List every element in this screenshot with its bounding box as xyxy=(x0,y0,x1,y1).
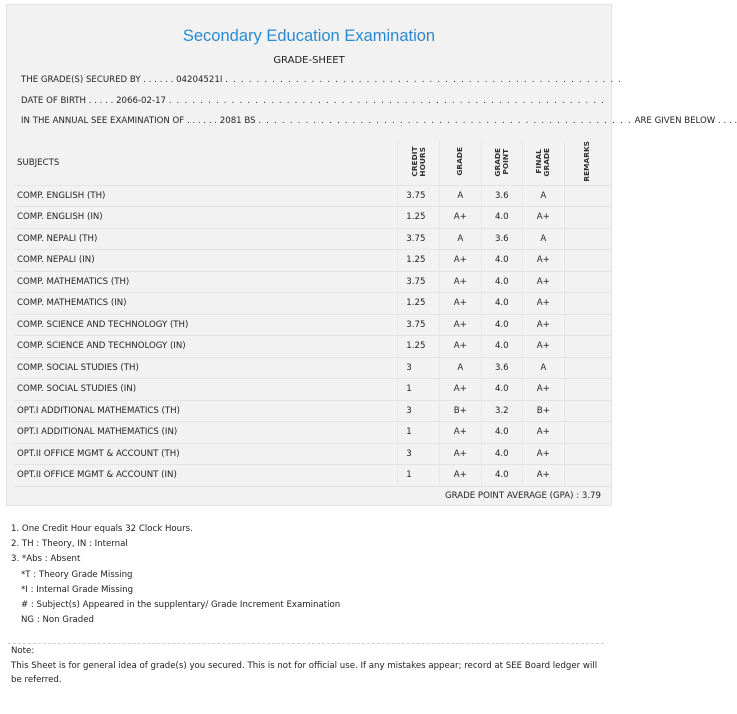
header-grade-point: GRADE POINT xyxy=(492,146,510,176)
page-title: Secondary Education Examination xyxy=(182,27,436,45)
final-grade-cell: A+ xyxy=(523,336,565,358)
final-grade-cell: A xyxy=(523,357,565,379)
grade-point-cell: 3.6 xyxy=(481,185,523,207)
grade-cell: A+ xyxy=(440,250,482,272)
grade-point-cell: 4.0 xyxy=(481,207,523,229)
table-row xyxy=(14,314,610,336)
grade-point-cell: 4.0 xyxy=(481,336,523,358)
remarks-cell xyxy=(564,293,610,315)
symbol-number: 04204521I xyxy=(176,75,223,85)
table-row xyxy=(14,228,610,250)
final-grade-cell: A+ xyxy=(523,422,565,444)
subject-cell: COMP. SOCIAL STUDIES (TH) xyxy=(14,357,398,379)
credit-hours-cell: 1.25 xyxy=(398,250,440,272)
grade-cell: A+ xyxy=(440,422,482,444)
credit-hours-cell: 3 xyxy=(398,443,440,465)
final-grade-cell: A xyxy=(523,185,565,207)
table-row xyxy=(14,185,610,207)
grade-cell: A+ xyxy=(440,314,482,336)
divider xyxy=(8,643,604,644)
remarks-cell xyxy=(564,400,610,422)
table-row xyxy=(14,271,610,293)
footer-note-label: Note: xyxy=(11,646,35,656)
final-grade-cell: B+ xyxy=(523,400,565,422)
exam-line xyxy=(21,116,737,126)
sub-note-item: *I : Internal Grade Missing xyxy=(21,584,134,595)
credit-hours-cell: 3 xyxy=(398,400,440,422)
final-grade-cell: A+ xyxy=(523,207,565,229)
final-grade-cell: A+ xyxy=(523,465,565,487)
subject-cell: COMP. MATHEMATICS (TH) xyxy=(14,271,398,293)
credit-hours-cell: 3 xyxy=(398,357,440,379)
remarks-cell xyxy=(564,314,610,336)
grade-point-cell: 4.0 xyxy=(481,379,523,401)
note-item: 3. *Abs : Absent xyxy=(11,554,81,565)
remarks-cell xyxy=(564,207,610,229)
remarks-cell xyxy=(564,465,610,487)
exam-label: IN THE ANNUAL SEE EXAMINATION OF . . . . . . xyxy=(21,116,218,126)
sub-note-item: *T : Theory Grade Missing xyxy=(21,569,133,580)
final-grade-cell: A+ xyxy=(523,379,565,401)
grade-point-cell: 4.0 xyxy=(481,271,523,293)
table-row xyxy=(14,422,610,444)
grade-cell: A+ xyxy=(440,443,482,465)
credit-hours-cell: 1.25 xyxy=(398,293,440,315)
remarks-cell xyxy=(564,357,610,379)
table-row xyxy=(14,336,610,358)
subject-cell: COMP. ENGLISH (IN) xyxy=(14,207,398,229)
secured-by-line xyxy=(21,75,622,85)
credit-hours-cell: 1 xyxy=(398,465,440,487)
table-row xyxy=(14,250,610,272)
remarks-cell xyxy=(564,443,610,465)
remarks-cell xyxy=(564,250,610,272)
grade-cell: B+ xyxy=(440,400,482,422)
credit-hours-cell: 1.25 xyxy=(398,207,440,229)
grade-point-cell: 4.0 xyxy=(481,465,523,487)
table-row xyxy=(14,293,610,315)
table-row xyxy=(14,357,610,379)
final-grade-cell: A xyxy=(523,228,565,250)
gpa-summary: GRADE POINT AVERAGE (GPA) : 3.79 xyxy=(444,491,601,501)
final-grade-cell: A+ xyxy=(523,443,565,465)
subject-cell: COMP. NEPALI (TH) xyxy=(14,228,398,250)
grade-point-cell: 4.0 xyxy=(481,293,523,315)
exam-dots: . . . . . . . . . . . . . . . . . . . . . . . . . . . . . . . . . . . . . . . . . . . . . . . . xyxy=(258,116,632,126)
credit-hours-cell: 3.75 xyxy=(398,314,440,336)
grade-cell: A+ xyxy=(440,465,482,487)
subject-cell: OPT.II OFFICE MGMT & ACCOUNT (IN) xyxy=(14,465,398,487)
grade-cell: A xyxy=(440,357,482,379)
final-grade-cell: A+ xyxy=(523,271,565,293)
final-grade-cell: A+ xyxy=(523,293,565,315)
notes-list xyxy=(11,522,340,628)
credit-hours-cell: 1 xyxy=(398,422,440,444)
grade-cell: A+ xyxy=(440,293,482,315)
grade-point-cell: 4.0 xyxy=(481,422,523,444)
subject-cell: COMP. SCIENCE AND TECHNOLOGY (IN) xyxy=(14,336,398,358)
grade-point-cell: 4.0 xyxy=(481,250,523,272)
exam-suffix: ARE GIVEN BELOW . . . . xyxy=(634,116,737,126)
credit-hours-cell: 3.75 xyxy=(398,185,440,207)
header-subjects: SUBJECTS xyxy=(14,141,398,185)
sub-note-item: NG : Non Graded xyxy=(21,615,94,626)
grade-point-cell: 3.6 xyxy=(481,228,523,250)
remarks-cell xyxy=(564,185,610,207)
table-row xyxy=(14,443,610,465)
dob-label: DATE OF BIRTH . . . . . xyxy=(21,96,114,106)
grade-cell: A+ xyxy=(440,336,482,358)
dob-value: 2066-02-17 xyxy=(116,96,167,106)
subject-cell: COMP. MATHEMATICS (IN) xyxy=(14,293,398,315)
table-row xyxy=(14,465,610,487)
subject-cell: COMP. ENGLISH (TH) xyxy=(14,185,398,207)
subject-cell: COMP. SOCIAL STUDIES (IN) xyxy=(14,379,398,401)
grade-cell: A xyxy=(440,185,482,207)
table-row xyxy=(14,207,610,229)
subject-cell: COMP. SCIENCE AND TECHNOLOGY (TH) xyxy=(14,314,398,336)
header-remarks: REMARKS xyxy=(582,141,592,182)
remarks-cell xyxy=(564,422,610,444)
subject-cell: OPT.I ADDITIONAL MATHEMATICS (IN) xyxy=(14,422,398,444)
footer-note-text: This Sheet is for general idea of grade(s) you secured. This is not for official use. If any mistakes appear; record at SEE Board ledger will be referred. xyxy=(11,661,598,685)
credit-hours-cell: 3.75 xyxy=(398,228,440,250)
table-row xyxy=(14,400,610,422)
grade-sheet xyxy=(6,4,737,506)
final-grade-cell: A+ xyxy=(523,314,565,336)
note-item: 2. TH : Theory, IN : Internal xyxy=(11,539,128,550)
exam-year: 2081 BS xyxy=(219,116,256,126)
grade-sheet-heading: GRADE-SHEET xyxy=(273,55,345,66)
header-final-grade: FINAL GRADE xyxy=(534,146,552,176)
grades-table xyxy=(14,141,610,487)
grade-cell: A+ xyxy=(440,379,482,401)
credit-hours-cell: 3.75 xyxy=(398,271,440,293)
remarks-cell xyxy=(564,228,610,250)
grade-point-cell: 4.0 xyxy=(481,314,523,336)
dob-line xyxy=(21,96,605,106)
header-credit-hours: CREDIT HOURS xyxy=(409,146,427,177)
grade-cell: A+ xyxy=(440,207,482,229)
secured-by-label: THE GRADE(S) SECURED BY . . . . . . xyxy=(21,75,174,85)
credit-hours-cell: 1.25 xyxy=(398,336,440,358)
note-item: 1. One Credit Hour equals 32 Clock Hours. xyxy=(11,524,193,534)
credit-hours-cell: 1 xyxy=(398,379,440,401)
remarks-cell xyxy=(564,271,610,293)
sub-note-item: # : Subject(s) Appeared in the supplentary/ Grade Increment Examination xyxy=(21,600,341,611)
grade-cell: A xyxy=(440,228,482,250)
subject-cell: OPT.II OFFICE MGMT & ACCOUNT (TH) xyxy=(14,443,398,465)
subject-cell: OPT.I ADDITIONAL MATHEMATICS (TH) xyxy=(14,400,398,422)
dob-dots: . . . . . . . . . . . . . . . . . . . . . . . . . . . . . . . . . . . . . . . . . . . . . . . . . . . . . . . . xyxy=(168,96,606,106)
secured-by-dots: . . . . . . . . . . . . . . . . . . . . . . . . . . . . . . . . . . . . . . . . . . . . . . . . . . . xyxy=(225,75,623,85)
remarks-cell xyxy=(564,379,610,401)
table-header-row xyxy=(14,141,610,185)
grade-point-cell: 3.6 xyxy=(481,357,523,379)
table-row xyxy=(14,379,610,401)
remarks-cell xyxy=(564,336,610,358)
subject-cell: COMP. NEPALI (IN) xyxy=(14,250,398,272)
header-grade: GRADE xyxy=(455,146,465,176)
final-grade-cell: A+ xyxy=(523,250,565,272)
grade-cell: A+ xyxy=(440,271,482,293)
grade-point-cell: 3.2 xyxy=(481,400,523,422)
grade-point-cell: 4.0 xyxy=(481,443,523,465)
